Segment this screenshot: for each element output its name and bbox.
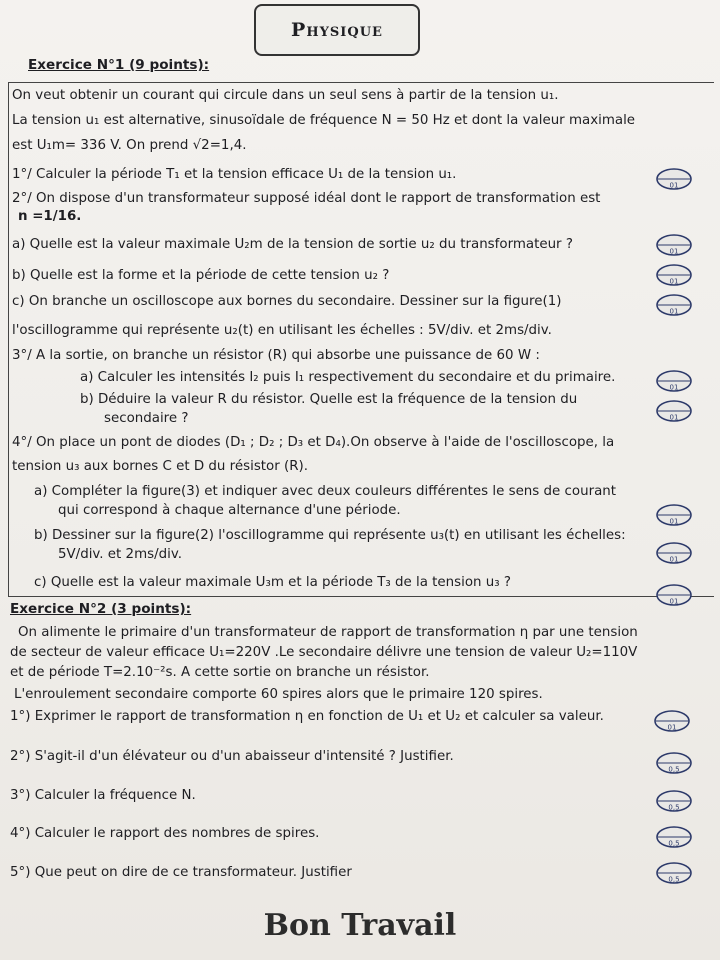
mark-badge: [656, 752, 692, 774]
ex2-q1: 1°) Exprimer le rapport de transformation η en fonction de U₁ et U₂ et calculer sa valeur.: [10, 709, 604, 724]
ex1-q2-line2: n =1/16.: [18, 209, 82, 224]
ex2-q3: 3°) Calculer la fréquence N.: [10, 788, 196, 803]
mark-value: 0,5: [668, 803, 680, 812]
mark-value: 01: [669, 413, 679, 422]
mark-value: 01: [669, 247, 679, 256]
mark-badge: [656, 234, 692, 256]
ex2-intro-4: L'enroulement secondaire comporte 60 spires alors que le primaire 120 spires.: [14, 687, 543, 702]
ex1-q2-line1: 2°/ On dispose d'un transformateur supposé idéal dont le rapport de transformation est: [12, 191, 601, 206]
mark-value: 01: [669, 277, 679, 286]
ex1-intro-1: On veut obtenir un courant qui circule dans un seul sens à partir de la tension u₁.: [12, 88, 559, 103]
ex1-q2b: b) Quelle est la forme et la période de cette tension u₂ ?: [12, 268, 390, 283]
mark-value: 01: [669, 383, 679, 392]
ex2-intro-3: et de période T=2.10⁻²s. A cette sortie on branche un résistor.: [10, 665, 430, 680]
ex1-q3: 3°/ A la sortie, on branche un résistor (R) qui absorbe une puissance de 60 W :: [12, 348, 540, 363]
ex1-q3b-line1: b) Déduire la valeur R du résistor. Quelle est la fréquence de la tension du: [80, 392, 578, 407]
mark-badge: [654, 710, 690, 732]
mark-value: 0,5: [668, 839, 680, 848]
ex2-heading: Exercice N°2 (3 points):: [10, 601, 192, 617]
ex1-intro-3: est U₁m= 336 V. On prend √2=1,4.: [12, 138, 247, 153]
title-box: [254, 4, 420, 56]
mark-value: 0,5: [668, 875, 680, 884]
ex1-q2a: a) Quelle est la valeur maximale U₂m de la tension de sortie u₂ du transformateur ?: [12, 237, 573, 252]
mark-badge: [656, 264, 692, 286]
ex2-q4: 4°) Calculer le rapport des nombres de spires.: [10, 826, 320, 841]
footer-bon-travail: Bon Travail: [263, 908, 457, 943]
page-title: Physique: [291, 19, 383, 41]
ex1-intro-2: La tension u₁ est alternative, sinusoïdale de fréquence N = 50 Hz et dont la valeur maximale: [12, 113, 636, 128]
frame-bottom-line: [8, 596, 714, 597]
mark-value: 01: [669, 597, 679, 606]
ex1-q2c-line1: c) On branche un oscilloscope aux bornes du secondaire. Dessiner sur la figure(1): [12, 294, 562, 309]
mark-badge: [656, 584, 692, 606]
ex1-q4b-line1: b) Dessiner sur la figure(2) l'oscillogramme qui représente u₃(t) en utilisant les échelles:: [34, 528, 626, 543]
mark-badge: [656, 504, 692, 526]
mark-value: 01: [669, 517, 679, 526]
ex1-q3b-line2: secondaire ?: [104, 411, 189, 426]
mark-badge: [656, 400, 692, 422]
ex2-q2: 2°) S'agit-il d'un élévateur ou d'un abaisseur d'intensité ? Justifier.: [10, 749, 454, 764]
mark-badge: [656, 862, 692, 884]
mark-badge: [656, 790, 692, 812]
ex1-q2c-line2: l'oscillogramme qui représente u₂(t) en utilisant les échelles : 5V/div. et 2ms/div.: [12, 323, 552, 338]
mark-value: 0,5: [668, 765, 680, 774]
mark-value: 01: [669, 181, 679, 190]
mark-badge: [656, 542, 692, 564]
ex1-q3a: a) Calculer les intensités I₂ puis I₁ respectivement du secondaire et du primaire.: [80, 370, 616, 385]
ex1-q4a-line2: qui correspond à chaque alternance d'une période.: [58, 503, 401, 518]
ex2-intro-1: On alimente le primaire d'un transformateur de rapport de transformation η par une tension: [18, 625, 638, 640]
mark-badge: [656, 294, 692, 316]
ex1-q4-line2: tension u₃ aux bornes C et D du résistor (R).: [12, 459, 309, 474]
ex1-q4c: c) Quelle est la valeur maximale U₃m et la période T₃ de la tension u₃ ?: [34, 575, 512, 590]
ex1-q1: 1°/ Calculer la période T₁ et la tension efficace U₁ de la tension u₁.: [12, 167, 457, 182]
mark-value: 01: [669, 307, 679, 316]
ex2-intro-2: de secteur de valeur efficace U₁=220V .Le secondaire délivre une tension de valeur U₂=110V: [10, 645, 638, 660]
mark-badge: [656, 826, 692, 848]
ex1-q4-line1: 4°/ On place un pont de diodes (D₁ ; D₂ ; D₃ et D₄).On observe à l'aide de l'oscilloscope, la: [12, 435, 615, 450]
ex2-q5: 5°) Que peut on dire de ce transformateur. Justifier: [10, 865, 352, 880]
ex1-heading: Exercice N°1 (9 points):: [28, 57, 210, 73]
mark-value: 01: [667, 723, 677, 732]
ex1-q4a-line1: a) Compléter la figure(3) et indiquer avec deux couleurs différentes le sens de courant: [34, 484, 617, 499]
frame-left-line: [8, 82, 9, 596]
mark-badge: [656, 370, 692, 392]
mark-value: 01: [669, 555, 679, 564]
ex1-q4b-line2: 5V/div. et 2ms/div.: [58, 547, 182, 562]
mark-badge: [656, 168, 692, 190]
frame-top-line: [8, 82, 714, 83]
